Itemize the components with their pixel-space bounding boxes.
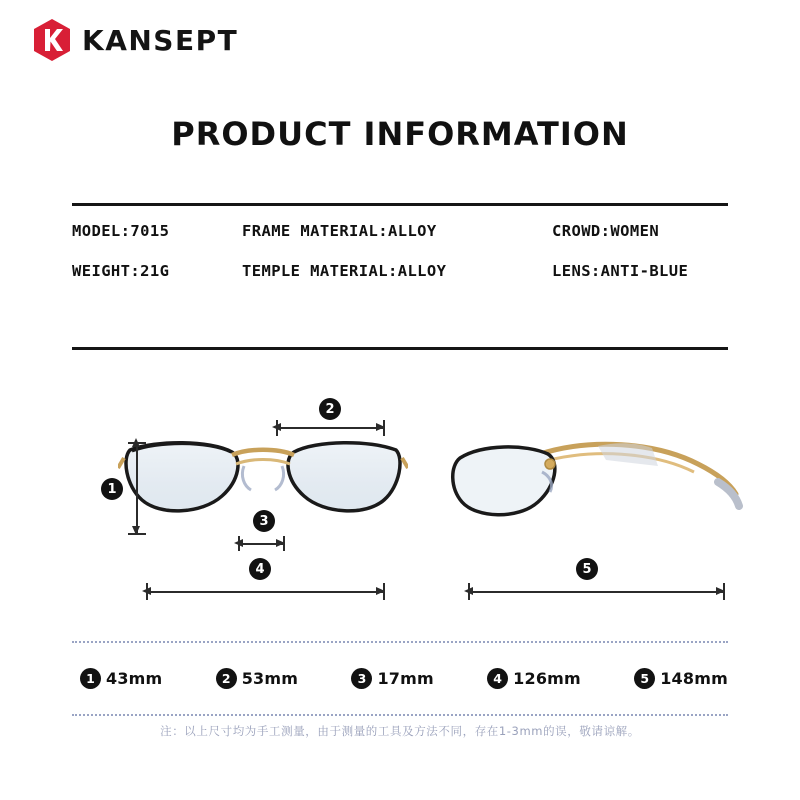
measure-tick — [128, 442, 146, 444]
legend-item — [80, 668, 162, 689]
legend-badge-1: 1 — [80, 668, 101, 689]
measure-line-temple-length — [468, 591, 724, 593]
legend-value-3: 17mm — [377, 669, 434, 688]
spec-frame-material: FRAME MATERIAL:ALLOY — [242, 222, 437, 240]
spec-weight: WEIGHT:21G — [72, 262, 170, 280]
measure-tick — [468, 583, 470, 600]
legend-badge-3: 3 — [351, 668, 372, 689]
legend-badge-2: 2 — [216, 668, 237, 689]
measure-line-height — [136, 442, 138, 534]
callout-badge-1: 1 — [101, 478, 123, 500]
measure-tick — [723, 583, 725, 600]
legend-value-5: 148mm — [660, 669, 728, 688]
callout-badge-2: 2 — [319, 398, 341, 420]
spec-table — [72, 222, 728, 280]
spec-lens: LENS:ANTI-BLUE — [552, 262, 689, 280]
measure-tick — [383, 420, 385, 436]
legend-value-4: 126mm — [513, 669, 581, 688]
legend-item — [634, 668, 728, 689]
legend-value-2: 53mm — [241, 669, 299, 688]
legend-row — [80, 668, 728, 689]
legend-divider-bottom — [72, 714, 728, 716]
brand-logo — [32, 18, 238, 62]
measure-tick — [283, 536, 285, 551]
spec-crowd: CROWD:WOMEN — [552, 222, 660, 240]
measure-tick — [383, 583, 385, 600]
measure-line-frame-width — [146, 591, 384, 593]
callout-badge-3: 3 — [253, 510, 275, 532]
legend-badge-5: 5 — [634, 668, 655, 689]
measure-line-lens-width — [276, 427, 384, 429]
legend-item — [487, 668, 581, 689]
callout-badge-4: 4 — [249, 558, 271, 580]
measure-tick — [146, 583, 148, 600]
spec-model: MODEL:7015 — [72, 222, 170, 240]
spec-divider-top — [72, 203, 728, 206]
legend-divider-top — [72, 641, 728, 643]
measure-tick — [276, 420, 278, 436]
spec-divider-bottom — [72, 347, 728, 350]
measure-tick — [128, 533, 146, 535]
spec-temple-material: TEMPLE MATERIAL:ALLOY — [242, 262, 447, 280]
kansept-k-logo-icon — [32, 18, 72, 62]
eyeglasses-side-view — [430, 420, 750, 530]
measurement-note: 注：以上尺寸均为手工测量，由于测量的工具及方法不同，存在1-3mm的误，敬请谅解。 — [160, 724, 640, 738]
legend-item — [216, 668, 298, 689]
page-title: PRODUCT INFORMATION — [171, 115, 629, 153]
callout-badge-5: 5 — [576, 558, 598, 580]
legend-value-1: 43mm — [106, 669, 163, 688]
legend-item — [351, 668, 433, 689]
measure-tick — [238, 536, 240, 551]
brand-name: KANSEPT — [82, 23, 239, 57]
measurement-diagram — [0, 380, 800, 620]
legend-badge-4: 4 — [487, 668, 508, 689]
